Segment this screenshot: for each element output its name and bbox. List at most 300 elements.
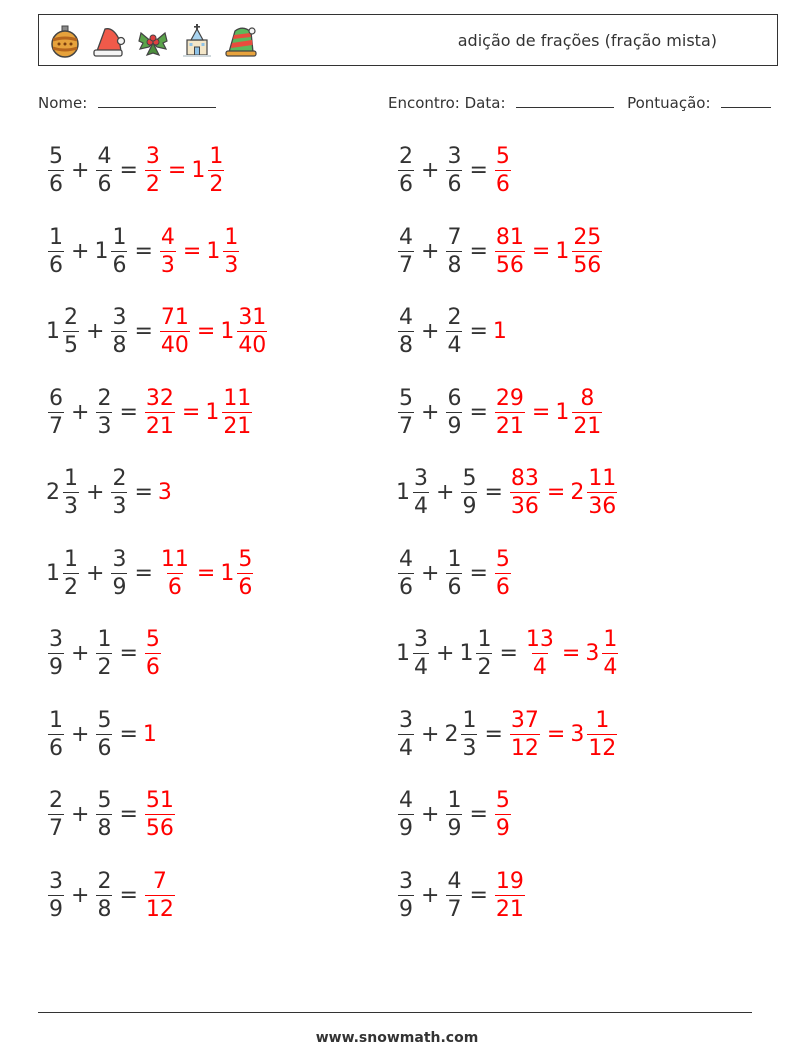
answer-improper-denominator: 4 [532, 655, 547, 680]
problem-row [396, 629, 620, 679]
addend-b-fraction-numerator: 2 [112, 466, 127, 491]
addend-b-fraction-numerator: 1 [447, 546, 462, 572]
plus-sign: + [421, 882, 440, 908]
problem-row [396, 468, 619, 518]
answer-mixed-fraction-denominator: 40 [238, 333, 267, 358]
answer-improper [160, 546, 190, 600]
answer-improper-denominator: 12 [510, 735, 539, 761]
answer [158, 307, 269, 357]
answer-improper [495, 868, 525, 922]
addend-a-fraction-denominator: 9 [49, 896, 63, 922]
addend-b-fraction-denominator: 6 [447, 574, 462, 600]
addend-b-fraction [111, 468, 127, 518]
addend-b-fraction [446, 546, 462, 600]
answer-mixed-fraction [602, 629, 618, 679]
equals-sign: = [119, 399, 138, 425]
equals-sign: = [469, 158, 488, 183]
plus-sign: + [421, 158, 440, 183]
addend-a-fraction-denominator: 7 [399, 413, 413, 439]
answer-improper-numerator: 71 [160, 305, 189, 330]
addend-b-fraction [446, 790, 462, 840]
answer-equals-sign: = [167, 158, 187, 183]
addend-b-fraction [446, 146, 462, 196]
addend-a-fraction-numerator: 4 [399, 224, 413, 250]
problem-row [396, 546, 513, 600]
plus-sign: + [71, 721, 90, 747]
answer-mixed-fraction [208, 146, 224, 196]
answer-mixed-fraction-denominator: 4 [603, 655, 618, 680]
problem-row [46, 307, 269, 357]
problem-row [46, 546, 255, 600]
addend-a-fraction [48, 629, 64, 679]
answer-improper [510, 707, 540, 761]
answer-improper-numerator: 13 [525, 627, 554, 652]
addend-b-fraction-denominator: 8 [97, 896, 112, 922]
addend-b-fraction [476, 629, 492, 679]
equals-sign: = [119, 802, 138, 827]
plus-sign: + [71, 802, 90, 827]
addend-b-fraction-denominator: 6 [112, 252, 127, 278]
answer-improper-denominator: 6 [495, 574, 510, 600]
answer [508, 468, 619, 518]
addend-a-fraction-numerator: 1 [64, 466, 78, 491]
addend-a-whole: 1 [396, 641, 410, 666]
answer-improper [525, 629, 555, 679]
answer-mixed [570, 468, 619, 518]
addend-a-fraction-numerator: 3 [414, 466, 428, 491]
answer-improper [145, 146, 161, 196]
plus-sign: + [71, 158, 90, 183]
answer-mixed-fraction-numerator: 1 [603, 627, 618, 652]
addend-a-fraction [413, 629, 429, 679]
answer-improper-denominator: 6 [145, 655, 160, 680]
problem-row [46, 868, 177, 922]
plus-sign: + [86, 480, 105, 505]
addend-a-fraction-denominator: 3 [64, 494, 78, 519]
answer-improper-numerator: 5 [495, 788, 510, 813]
answer-whole: 1 [492, 319, 507, 344]
answer-mixed-fraction-numerator: 8 [580, 385, 595, 411]
addend-a-fraction [398, 868, 414, 922]
answer [493, 385, 604, 439]
addend-a-fraction [48, 224, 64, 278]
addend-b-fraction-numerator: 2 [97, 385, 112, 411]
addend-b [94, 224, 129, 278]
addend-a-whole: 1 [46, 319, 60, 344]
addend-a-fraction-denominator: 7 [399, 252, 413, 278]
equals-sign: = [134, 238, 153, 264]
score-label: Pontuação: [627, 94, 711, 112]
answer-improper [145, 868, 175, 922]
equals-sign: = [484, 480, 503, 505]
answer-mixed-whole: 1 [220, 319, 235, 344]
addend-b-fraction-denominator: 4 [447, 333, 462, 358]
addend-a-fraction-denominator: 6 [49, 252, 63, 278]
equals-sign: = [119, 882, 138, 908]
plus-sign: + [421, 560, 440, 586]
addend-a [46, 468, 81, 518]
addend-a-whole: 1 [396, 480, 410, 505]
addend-a-fraction [398, 224, 414, 278]
answer-whole: 1 [142, 721, 157, 747]
answer-improper-denominator: 21 [145, 413, 174, 439]
addend-a-fraction-numerator: 4 [399, 305, 413, 330]
addend-b-fraction-denominator: 6 [97, 735, 112, 761]
addend-a-fraction [413, 468, 429, 518]
addend-b [444, 546, 464, 600]
addend-b [109, 468, 129, 518]
answer-mixed [220, 546, 255, 600]
answer-mixed-fraction-numerator: 5 [238, 546, 253, 572]
answer-equals-sign: = [531, 399, 551, 425]
addend-a-fraction [398, 546, 414, 600]
answer-mixed-fraction [587, 707, 617, 761]
plus-sign: + [71, 399, 90, 425]
addend-a-fraction-denominator: 8 [399, 333, 413, 358]
answer [493, 224, 604, 278]
addend-b-fraction-numerator: 4 [447, 868, 462, 894]
answer-mixed-fraction-numerator: 1 [224, 224, 239, 250]
addend-a-fraction-denominator: 6 [49, 735, 63, 761]
equals-sign: = [469, 319, 488, 344]
answer-improper-numerator: 5 [495, 144, 510, 169]
answer [143, 146, 226, 196]
answer [493, 146, 513, 196]
addend-b-fraction-denominator: 8 [97, 816, 112, 841]
answer-improper-numerator: 3 [145, 144, 160, 169]
addend-a-fraction-numerator: 5 [49, 144, 63, 169]
addend-a-fraction-denominator: 5 [64, 333, 78, 358]
answer-improper [145, 790, 175, 840]
addend-b-fraction [446, 307, 462, 357]
plus-sign: + [71, 641, 90, 666]
answer-improper [160, 224, 176, 278]
plus-sign: + [436, 480, 455, 505]
answer [158, 224, 241, 278]
addend-a-fraction-denominator: 7 [49, 413, 63, 439]
addend-b-whole: 1 [94, 238, 109, 264]
answer-whole: 3 [157, 480, 172, 505]
addend-a-fraction-numerator: 4 [399, 788, 413, 813]
answer-equals-sign: = [561, 641, 581, 666]
answer-improper-denominator: 12 [145, 896, 174, 922]
answer-mixed-fraction [237, 546, 253, 600]
answer-improper-denominator: 56 [145, 816, 174, 841]
addend-a-whole: 2 [46, 480, 60, 505]
answer-mixed-fraction-denominator: 12 [588, 735, 617, 761]
problem-row [46, 146, 226, 196]
answer-improper-numerator: 19 [495, 868, 524, 894]
addend-a-fraction [63, 468, 79, 518]
addend-a [396, 707, 416, 761]
addend-a-fraction-numerator: 2 [64, 305, 78, 330]
addend-b [94, 629, 114, 679]
addend-b [109, 546, 129, 600]
plus-sign: + [421, 319, 440, 344]
plus-sign: + [86, 560, 105, 586]
answer-improper-numerator: 29 [495, 385, 524, 411]
answer [493, 321, 508, 343]
answer-mixed-fraction [222, 385, 252, 439]
addend-b-fraction-numerator: 4 [97, 144, 112, 169]
answer-mixed-whole: 1 [191, 158, 206, 183]
answer-mixed-whole: 1 [555, 238, 570, 264]
addend-b-fraction-denominator: 2 [97, 655, 112, 680]
addend-b [444, 224, 464, 278]
addend-a-fraction [48, 790, 64, 840]
answer-equals-sign: = [546, 480, 566, 505]
addend-b-whole: 1 [459, 641, 474, 666]
addend-b-fraction [96, 707, 112, 761]
answer-mixed [570, 707, 619, 761]
addend-b [459, 468, 479, 518]
addend-a [396, 468, 431, 518]
addend-b-fraction-denominator: 9 [112, 574, 127, 600]
addend-b-fraction-numerator: 3 [447, 144, 462, 169]
answer-mixed-fraction [237, 307, 267, 357]
addend-a-fraction-denominator: 2 [64, 574, 78, 600]
answer [158, 482, 173, 504]
problem-row [396, 146, 513, 196]
answer-mixed-fraction-numerator: 11 [223, 385, 252, 411]
answer-improper-denominator: 21 [495, 413, 524, 439]
answer-improper [495, 790, 511, 840]
equals-sign: = [119, 641, 138, 666]
addend-a [396, 224, 416, 278]
addend-a-fraction [48, 146, 64, 196]
answer-mixed-fraction [572, 224, 602, 278]
answer-mixed-fraction-denominator: 6 [238, 574, 253, 600]
addend-b-fraction-numerator: 1 [97, 627, 112, 652]
answer-improper-denominator: 3 [160, 252, 175, 278]
answer [493, 790, 513, 840]
addend-b-fraction-denominator: 3 [97, 413, 112, 439]
answer-mixed-fraction-numerator: 25 [573, 224, 602, 250]
addend-a [396, 307, 416, 357]
addend-b [109, 307, 129, 357]
addend-b-fraction-numerator: 3 [112, 546, 127, 572]
addend-b-fraction-numerator: 1 [112, 224, 127, 250]
addend-b [94, 707, 114, 761]
addend-a [46, 707, 66, 761]
equals-sign: = [469, 238, 488, 264]
answer-improper-numerator: 11 [160, 546, 189, 572]
addend-a [46, 224, 66, 278]
addend-b [444, 707, 479, 761]
addend-a-fraction [48, 707, 64, 761]
addend-b-fraction-numerator: 2 [447, 305, 462, 330]
equals-sign: = [484, 721, 503, 747]
plus-sign: + [86, 319, 105, 344]
problem-row [396, 790, 513, 840]
answer-improper [495, 546, 511, 600]
problem-row [396, 868, 527, 922]
addend-b-fraction [111, 307, 127, 357]
addend-b [444, 146, 464, 196]
addend-b-fraction-denominator: 9 [447, 816, 462, 841]
answer-mixed [205, 385, 254, 439]
answer-mixed-fraction-numerator: 1 [595, 707, 610, 733]
addend-a-fraction-numerator: 1 [49, 707, 63, 733]
answer [158, 546, 255, 600]
addend-b [444, 307, 464, 357]
plus-sign: + [421, 721, 440, 747]
addend-a-fraction [48, 868, 64, 922]
addend-a [46, 790, 66, 840]
addend-b-fraction-denominator: 9 [447, 413, 462, 439]
encounter-date-label: Encontro: Data: [388, 94, 506, 112]
answer-improper-numerator: 51 [145, 788, 174, 813]
answer-improper-denominator: 9 [495, 816, 510, 841]
plus-sign: + [71, 882, 90, 908]
plus-sign: + [421, 802, 440, 827]
answer [508, 707, 619, 761]
answer-equals-sign: = [196, 319, 216, 344]
answer-improper-numerator: 7 [152, 868, 167, 894]
addend-b-fraction [96, 868, 112, 922]
addend-a-fraction-numerator: 4 [399, 546, 413, 572]
addend-a [396, 790, 416, 840]
answer-improper [145, 629, 161, 679]
answer-improper [160, 307, 190, 357]
addend-a [46, 546, 81, 600]
answer-improper-numerator: 81 [495, 224, 524, 250]
answer-improper [510, 468, 540, 518]
addend-a [46, 146, 66, 196]
addend-b-fraction-denominator: 8 [112, 333, 127, 358]
equals-sign: = [469, 802, 488, 827]
problem-row [396, 307, 508, 357]
answer-improper-denominator: 40 [160, 333, 189, 358]
name-label: Nome: [38, 94, 88, 112]
addend-b-fraction [446, 385, 462, 439]
addend-b [444, 790, 464, 840]
equals-sign: = [134, 480, 153, 505]
addend-b-fraction [461, 707, 477, 761]
answer-mixed-fraction [587, 468, 617, 518]
answer-improper-numerator: 4 [160, 224, 175, 250]
addend-a-fraction [48, 385, 64, 439]
answer [493, 868, 527, 922]
answer-mixed-whole: 1 [555, 399, 570, 425]
addend-a-fraction-numerator: 3 [49, 627, 63, 652]
answer-mixed-fraction-numerator: 11 [588, 466, 617, 491]
problem-row [46, 385, 254, 439]
addend-a [396, 146, 416, 196]
equals-sign: = [469, 399, 488, 425]
addend-b-whole: 2 [444, 721, 459, 747]
addend-a-fraction-numerator: 5 [399, 385, 413, 411]
answer [142, 721, 158, 747]
answer [143, 385, 254, 439]
answer [493, 546, 513, 600]
answer-improper-numerator: 37 [510, 707, 539, 733]
addend-b-fraction [96, 790, 112, 840]
answer-mixed [555, 385, 604, 439]
addend-b-fraction-denominator: 3 [112, 494, 127, 519]
addend-a-fraction [398, 790, 414, 840]
problem-row [46, 629, 163, 679]
addend-a-fraction-denominator: 9 [49, 655, 63, 680]
addend-b-fraction-denominator: 3 [462, 735, 477, 761]
addend-b-fraction [96, 385, 112, 439]
answer-improper-denominator: 6 [495, 172, 510, 197]
addend-a [396, 546, 416, 600]
addend-a [46, 868, 66, 922]
answer-mixed-whole: 3 [585, 641, 600, 666]
addend-b-fraction-numerator: 1 [462, 707, 477, 733]
addend-b-fraction [111, 546, 127, 600]
addend-a-fraction-numerator: 2 [399, 144, 413, 169]
worksheet-title: adição de frações (fração mista) [457, 31, 717, 50]
answer-mixed [585, 629, 620, 679]
answer-improper [145, 385, 175, 439]
addend-a-fraction [63, 307, 79, 357]
addend-b-fraction-denominator: 2 [477, 655, 492, 680]
equals-sign: = [119, 158, 138, 183]
answer-improper-denominator: 6 [167, 574, 182, 600]
addend-a-fraction [398, 385, 414, 439]
addend-b-fraction-denominator: 6 [447, 172, 462, 197]
addend-a-fraction [63, 546, 79, 600]
answer [143, 868, 177, 922]
addend-b-fraction-numerator: 1 [477, 627, 492, 652]
answer-mixed-whole: 1 [206, 238, 221, 264]
addend-b-fraction [446, 224, 462, 278]
addend-a-whole: 1 [46, 560, 60, 586]
answer-equals-sign: = [196, 560, 216, 586]
answer-mixed [206, 224, 241, 278]
addend-a-fraction-denominator: 4 [414, 494, 428, 519]
answer-equals-sign: = [546, 721, 566, 747]
answer-mixed-fraction [572, 385, 602, 439]
equals-sign: = [119, 721, 138, 747]
addend-b [444, 385, 464, 439]
footer-divider [38, 1012, 752, 1013]
answer-mixed-fraction-numerator: 31 [238, 305, 267, 330]
addend-b-fraction-denominator: 8 [447, 252, 462, 278]
answer-mixed-fraction [223, 224, 239, 278]
addend-a-fraction-denominator: 4 [414, 655, 428, 680]
answer-improper [495, 385, 525, 439]
answer-mixed [220, 307, 269, 357]
addend-b-fraction-denominator: 7 [447, 896, 462, 922]
addend-b-fraction-numerator: 7 [447, 224, 462, 250]
equals-sign: = [469, 560, 488, 586]
answer-equals-sign: = [182, 238, 202, 264]
answer-improper-denominator: 56 [495, 252, 524, 278]
addend-b-fraction-numerator: 1 [447, 788, 462, 813]
plus-sign: + [71, 238, 90, 264]
equals-sign: = [134, 319, 153, 344]
answer-improper-numerator: 32 [145, 385, 174, 411]
problem-row [396, 224, 604, 278]
answer-improper-denominator: 2 [145, 172, 160, 197]
addend-b-fraction [461, 468, 477, 518]
addend-a-fraction [398, 307, 414, 357]
addend-b-fraction-denominator: 9 [462, 494, 477, 519]
answer-mixed-fraction-numerator: 1 [209, 144, 224, 169]
answer-improper-numerator: 5 [495, 546, 510, 572]
answer [143, 790, 177, 840]
plus-sign: + [421, 399, 440, 425]
addend-a-fraction-numerator: 1 [64, 546, 78, 572]
answer-mixed-fraction-denominator: 21 [223, 413, 252, 439]
answer-equals-sign: = [181, 399, 201, 425]
answer-mixed-whole: 2 [570, 480, 585, 505]
addend-a [396, 868, 416, 922]
addend-b-fraction-numerator: 6 [447, 385, 462, 411]
